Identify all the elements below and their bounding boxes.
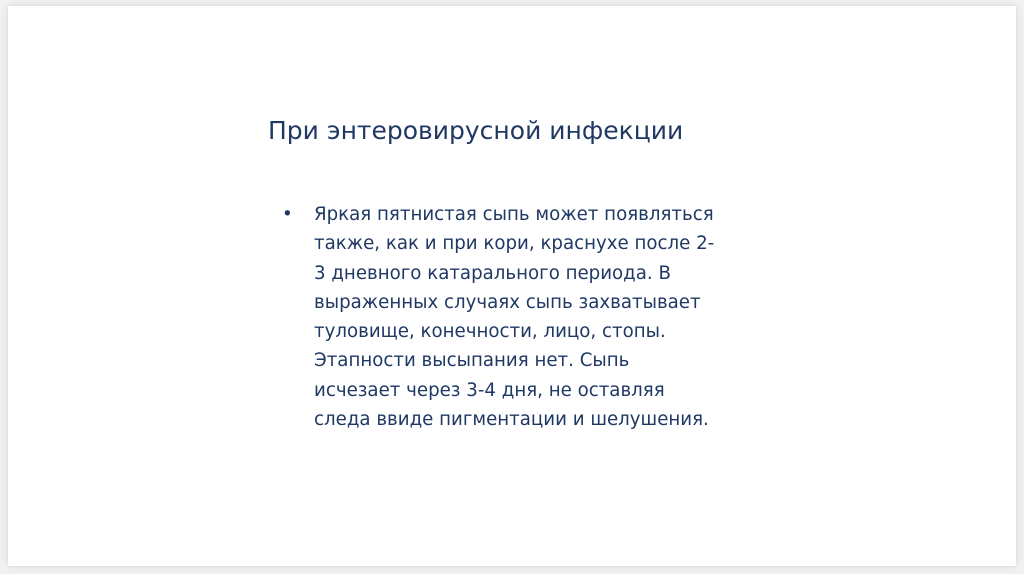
bullet-text-line: следа ввиде пигментации и шелушения.	[314, 409, 709, 431]
bullet-text-line: выраженных случаях сыпь захватывает	[314, 291, 701, 313]
bullet-text-line: Яркая пятнистая сыпь может появляться	[314, 204, 714, 225]
bullet-item	[274, 200, 734, 434]
bullet-text-line: Этапности высыпания нет. Сыпь	[314, 350, 630, 372]
slide	[8, 6, 1016, 566]
bullet-text-line: исчезает через 3-4 дня, не оставляя	[314, 379, 665, 401]
bullet-list	[274, 200, 734, 434]
bullet-marker: •	[282, 204, 293, 225]
slide-title: При энтеровирусной инфекции	[268, 116, 684, 145]
bullet-text-line: туловище, конечности, лицо, стопы.	[314, 321, 666, 343]
bullet-text-line: 3 дневного катарального периода. В	[314, 262, 671, 284]
bullet-text-line: также, как и при кори, краснухе после 2-	[314, 233, 715, 255]
